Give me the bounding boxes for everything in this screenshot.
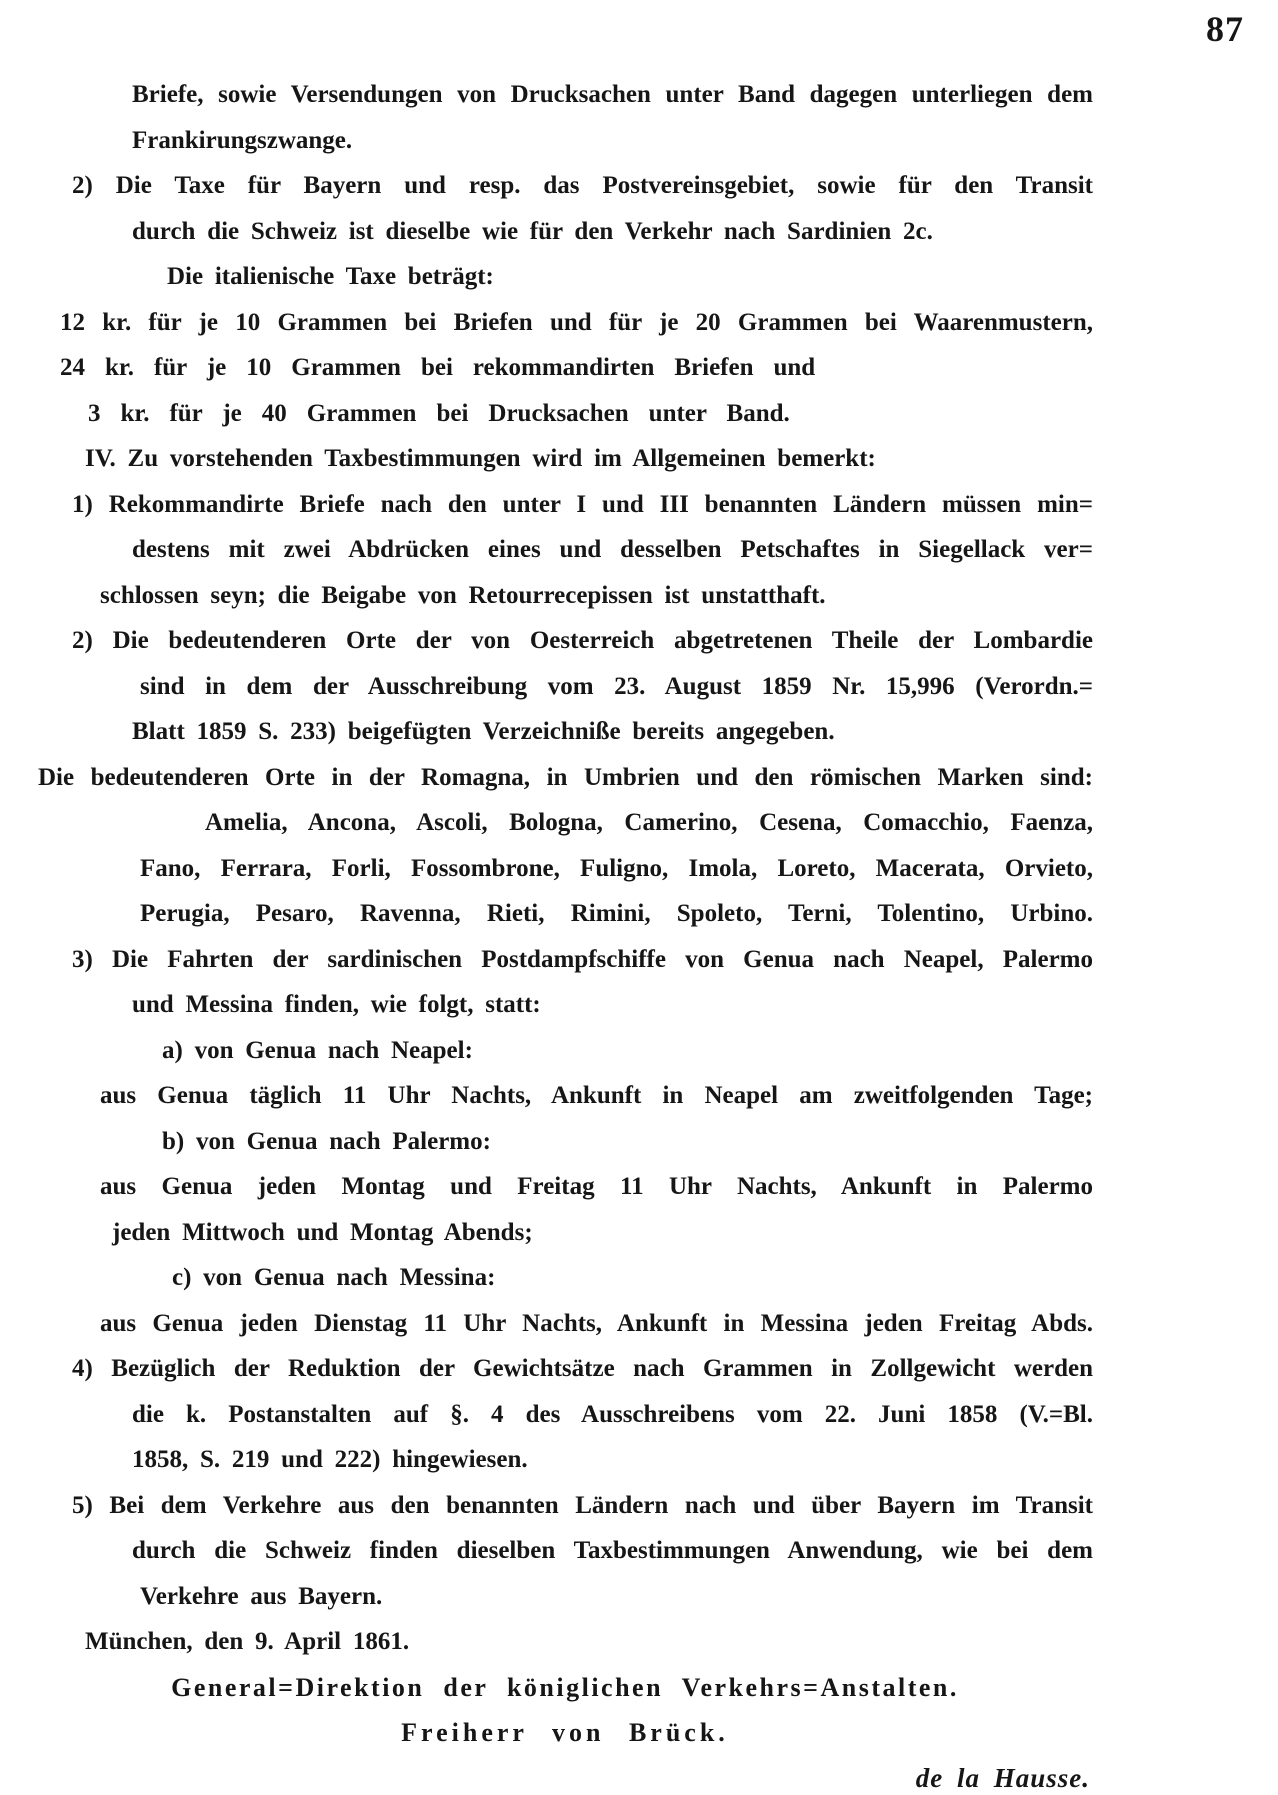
place-date-line: München, den 9. April 1861. — [85, 1628, 410, 1655]
text-line-32: 5) Bei dem Verkehre aus den benannten Ländern nach und über Bayern im Transit — [72, 1491, 1093, 1519]
text-line-03: 2) Die Taxe für Bayern und resp. das Postvereinsgebiet, sowie für den Transit — [72, 172, 1093, 199]
text-line-21: und Messina finden, wie folgt, statt: — [132, 991, 541, 1018]
text-line-22: a) von Genua nach Neapel: — [162, 1036, 473, 1064]
text-line-08: 3 kr. für je 40 Grammen bei Drucksachen unter Band. — [88, 399, 790, 427]
text-line-29: 4) Bezüglich der Reduktion der Gewichtsätze nach Grammen in Zollgewicht werden — [72, 1355, 1093, 1382]
text-line-01: Briefe, sowie Versendungen von Drucksachen unter Band dagegen unterliegen dem — [132, 81, 1093, 108]
text-line-04: durch die Schweiz ist dieselbe wie für den Verkehr nach Sardinien 2c. — [132, 217, 933, 245]
text-line-10: 1) Rekommandirte Briefe nach den unter I und III benannten Ländern müssen min= — [72, 490, 1093, 518]
text-line-06: 12 kr. für je 10 Grammen bei Briefen und für je 20 Grammen bei Waarenmustern, — [60, 308, 1093, 336]
text-line-13: 2) Die bedeutenderen Orte der von Oesterreich abgetretenen Theile der Lombardie — [72, 627, 1093, 654]
text-line-15: Blatt 1859 S. 233) beigefügten Verzeichniße bereits angegeben. — [132, 718, 835, 745]
countersignature-line: de la Hausse. — [915, 1762, 1090, 1793]
text-line-16: Die bedeutenderen Orte in der Romagna, in Umbrien und den römischen Marken sind: — [38, 763, 1093, 791]
text-line-12: schlossen seyn; die Beigabe von Retourrecepissen ist unstatthaft. — [100, 581, 826, 609]
text-line-09: IV. Zu vorstehenden Taxbestimmungen wird im Allgemeinen bemerkt: — [85, 445, 876, 472]
text-line-14: sind in dem der Ausschreibung vom 23. August 1859 Nr. 15,996 (Verordn.= — [140, 672, 1093, 700]
document-body — [0, 72, 1278, 1795]
text-line-27: c) von Genua nach Messina: — [172, 1264, 496, 1291]
text-line-23: aus Genua täglich 11 Uhr Nachts, Ankunft in Neapel am zweitfolgenden Tage; — [100, 1082, 1093, 1109]
issuing-authority-line: General=Direktion der königlichen Verkehrs=Anstalten. — [171, 1672, 959, 1702]
text-line-05: Die italienische Taxe beträgt: — [167, 263, 494, 290]
text-line-25: aus Genua jeden Montag und Freitag 11 Uhr Nachts, Ankunft in Palermo — [100, 1173, 1093, 1200]
text-line-17: Amelia, Ancona, Ascoli, Bologna, Camerino, Cesena, Comacchio, Faenza, — [205, 809, 1093, 836]
text-line-18: Fano, Ferrara, Forli, Fossombrone, Fuligno, Imola, Loreto, Macerata, Orvieto, — [140, 854, 1093, 882]
text-line-19: Perugia, Pesaro, Ravenna, Rieti, Rimini, Spoleto, Terni, Tolentino, Urbino. — [140, 900, 1093, 927]
text-line-24: b) von Genua nach Palermo: — [162, 1127, 491, 1155]
text-line-26: jeden Mittwoch und Montag Abends; — [112, 1218, 533, 1246]
text-line-07: 24 kr. für je 10 Grammen bei rekommandirten Briefen und — [60, 354, 816, 381]
text-line-33: durch die Schweiz finden dieselben Taxbestimmungen Anwendung, wie bei dem — [132, 1537, 1093, 1564]
text-line-11: destens mit zwei Abdrücken eines und desselben Petschaftes in Siegellack ver= — [132, 536, 1093, 563]
page-number: 87 — [1206, 9, 1244, 49]
text-line-31: 1858, S. 219 und 222) hingewiesen. — [132, 1446, 528, 1473]
text-line-20: 3) Die Fahrten der sardinischen Postdampfschiffe von Genua nach Neapel, Palermo — [72, 945, 1093, 973]
text-line-28: aus Genua jeden Dienstag 11 Uhr Nachts, Ankunft in Messina jeden Freitag Abds. — [100, 1309, 1093, 1337]
text-line-34: Verkehre aus Bayern. — [140, 1582, 383, 1610]
text-line-30: die k. Postanstalten auf §. 4 des Ausschreibens vom 22. Juni 1858 (V.=Bl. — [132, 1400, 1093, 1428]
text-line-02: Frankirungszwange. — [132, 126, 353, 154]
signatory-line: Freiherr von Brück. — [401, 1718, 729, 1747]
